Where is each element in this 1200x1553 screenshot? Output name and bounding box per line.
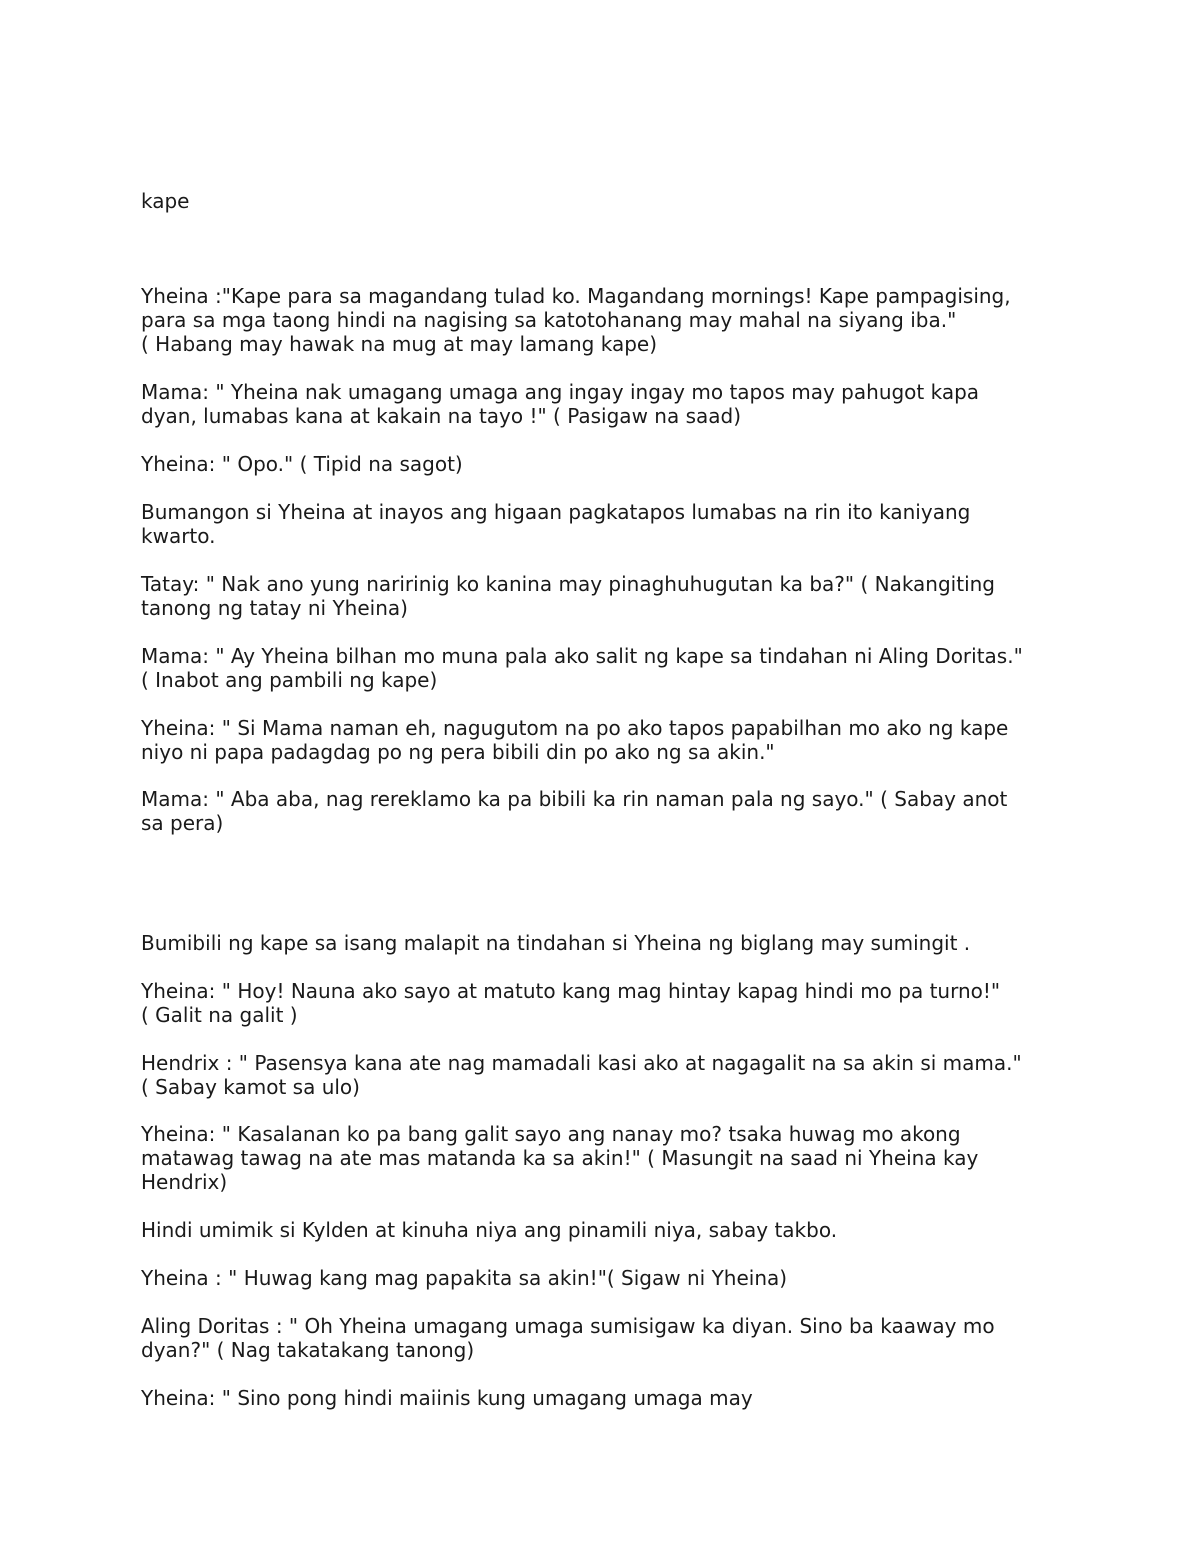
text-line: Yheina: " Si Mama naman eh, nagugutom na po ako tapos papabilhan mo ako ng kape <box>141 716 1009 740</box>
text-line: tanong ng tatay ni Yheina) <box>141 596 408 620</box>
text-line: ( Sabay kamot sa ulo) <box>141 1075 360 1099</box>
paragraph <box>141 452 1071 476</box>
text-line: para sa mga taong hindi na nagising sa katotohanang may mahal na siyang iba." <box>141 308 957 332</box>
text-line: Aling Doritas : " Oh Yheina umagang umaga sumisigaw ka diyan. Sino ba kaaway mo <box>141 1314 995 1338</box>
paragraph <box>141 1314 1071 1362</box>
text-line: Hendrix : " Pasensya kana ate nag mamadali kasi ako at nagagalit na sa akin si mama." <box>141 1051 1022 1075</box>
paragraph <box>141 979 1071 1027</box>
text-line: Yheina :"Kape para sa magandang tulad ko. Magandang mornings! Kape pampagising, <box>141 284 1011 308</box>
paragraph <box>141 1386 1071 1410</box>
text-line: Bumangon si Yheina at inayos ang higaan pagkatapos lumabas na rin ito kaniyang <box>141 500 971 524</box>
paragraph <box>141 931 1071 955</box>
text-line: Yheina: " Opo." ( Tipid na sagot) <box>141 452 463 476</box>
text-line: matawag tawag na ate mas matanda ka sa akin!" ( Masungit na saad ni Yheina kay <box>141 1146 979 1170</box>
text-line: kwarto. <box>141 524 216 548</box>
paragraph <box>141 787 1071 835</box>
text-line: Yheina: " Hoy! Nauna ako sayo at matuto kang mag hintay kapag hindi mo pa turno!" <box>141 979 1001 1003</box>
text-line: Mama: " Yheina nak umagang umaga ang ingay ingay mo tapos may pahugot kapa <box>141 380 980 404</box>
paragraph <box>141 284 1071 356</box>
text-line: Mama: " Aba aba, nag rereklamo ka pa bibili ka rin naman pala ng sayo." ( Sabay anot <box>141 787 1008 811</box>
paragraph <box>141 1266 1071 1290</box>
document-page <box>141 0 1071 1553</box>
paragraph <box>141 572 1071 620</box>
text-line: niyo ni papa padagdag po ng pera bibili din po ako ng sa akin." <box>141 740 775 764</box>
text-line: sa pera) <box>141 811 224 835</box>
paragraph <box>141 1218 1071 1242</box>
paragraph <box>141 380 1071 428</box>
text-line: ( Inabot ang pambili ng kape) <box>141 668 438 692</box>
text-line: Hindi umimik si Kylden at kinuha niya ang pinamili niya, sabay takbo. <box>141 1218 838 1242</box>
paragraph <box>141 1122 1071 1194</box>
text-line: Yheina : " Huwag kang mag papakita sa akin!"( Sigaw ni Yheina) <box>141 1266 788 1290</box>
text-line: dyan, lumabas kana at kakain na tayo !" ( Pasigaw na saad) <box>141 404 741 428</box>
text-line: Hendrix) <box>141 1170 228 1194</box>
text-line: Yheina: " Kasalanan ko pa bang galit sayo ang nanay mo? tsaka huwag mo akong <box>141 1122 961 1146</box>
paragraph <box>141 644 1071 692</box>
text-line: ( Galit na galit ) <box>141 1003 298 1027</box>
text-line: Yheina: " Sino pong hindi maiinis kung umagang umaga may <box>141 1386 753 1410</box>
text-line: dyan?" ( Nag takatakang tanong) <box>141 1338 475 1362</box>
paragraph <box>141 716 1071 764</box>
text-line: Bumibili ng kape sa isang malapit na tindahan si Yheina ng biglang may sumingit . <box>141 931 971 955</box>
document-title: kape <box>141 189 190 213</box>
paragraph <box>141 1051 1071 1099</box>
text-line: Mama: " Ay Yheina bilhan mo muna pala ako salit ng kape sa tindahan ni Aling Doritas." <box>141 644 1023 668</box>
paragraph <box>141 500 1071 548</box>
text-line: Tatay: " Nak ano yung naririnig ko kanina may pinaghuhugutan ka ba?" ( Nakangiting <box>141 572 996 596</box>
text-line: ( Habang may hawak na mug at may lamang kape) <box>141 332 658 356</box>
